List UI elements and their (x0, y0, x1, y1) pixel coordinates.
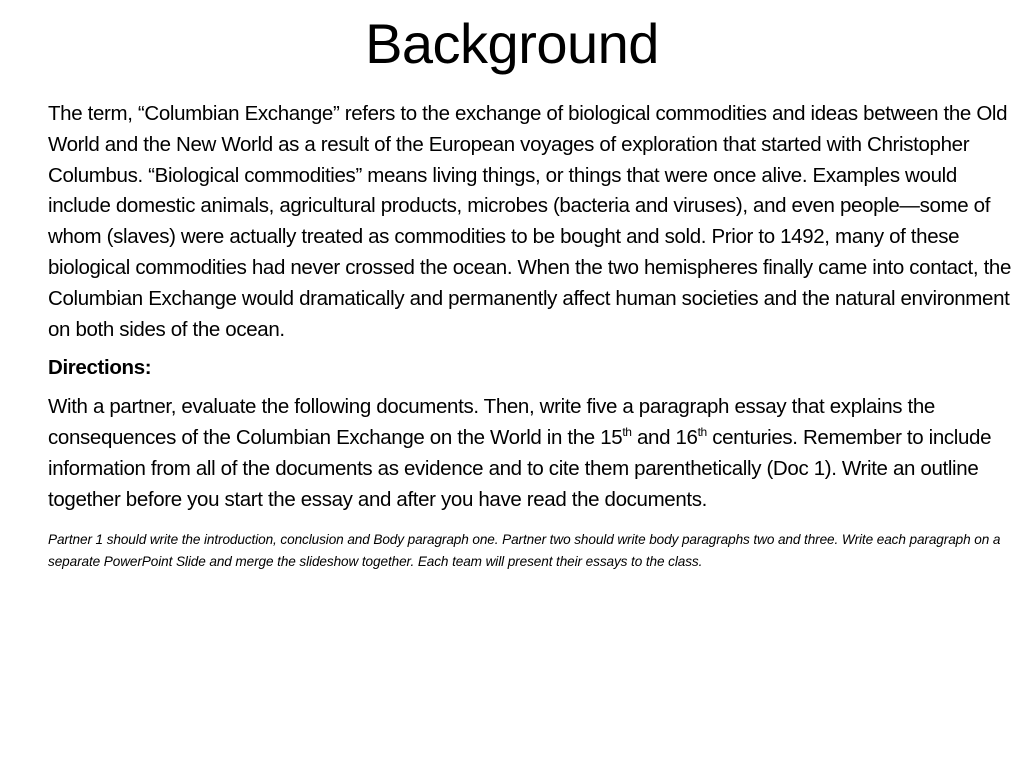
superscript-th-15: th (622, 425, 632, 440)
directions-text-part-2: and 16 (631, 425, 698, 449)
intro-paragraph: The term, “Columbian Exchange” refers to the exchange of biological commodities and ideas between the Old World and the New World as a result of the European voyages of exploration that started with Christopher Columbus. “Biological commodities” means living things, or things that were once alive. Examples would include domestic animals, agricultural products, microbes (bacteria and viruses), and even people—some of whom (slaves) were actually treated as commodities to be bought and sold. Prior to 1492, many of these biological commodities had never crossed the ocean. When the two hemispheres finally came into contact, the Columbian Exchange would dramatically and permanently affect human societies and the natural environment on both sides of the ocean. (48, 102, 1012, 341)
directions-text-part-1: With a partner, evaluate the following documents. Then, write five a paragraph essay that explains the consequences of the Columbian Exchange on the World in the 15 (48, 395, 935, 449)
directions-text-part-3: centuries. Remember to include information from all of the documents as evidence and to cite them parenthetically (Doc 1). Write an outline together before you start the essay and after you have read the documents. (48, 425, 992, 511)
directions-paragraph (48, 392, 1014, 515)
superscript-th-16: th (697, 425, 707, 440)
directions-heading: Directions: (48, 356, 152, 380)
slide-title: Background (365, 12, 659, 75)
slide-content (48, 99, 1014, 573)
partner-instructions-note: Partner 1 should write the introduction, conclusion and Body paragraph one. Partner two should write body paragraphs two and three. Write each paragraph on a separate PowerPoint Slide and merge the slideshow together. Each team will present their essays to the class. (48, 532, 1001, 570)
